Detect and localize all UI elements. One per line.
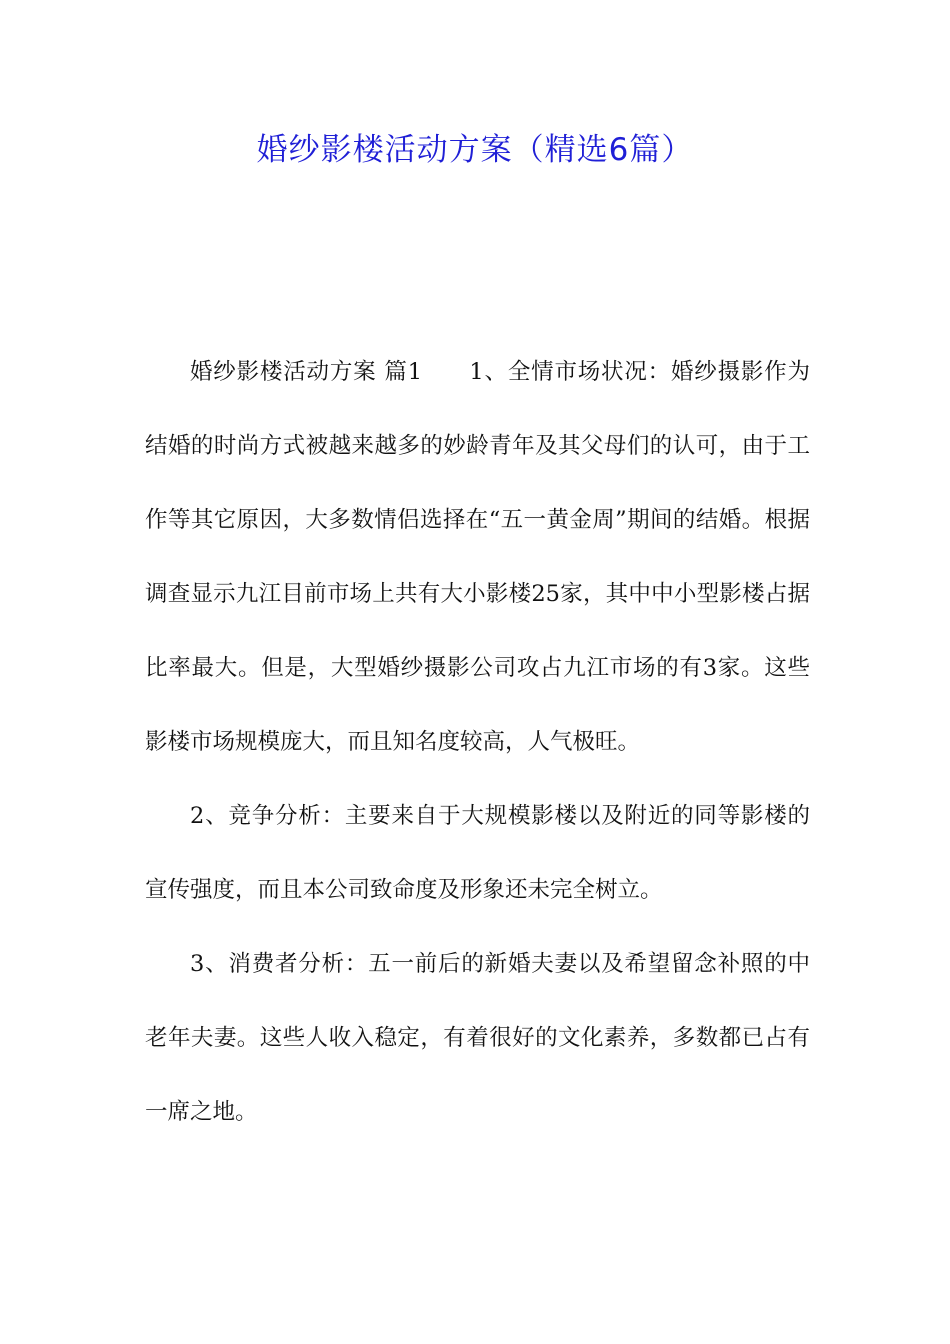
- document-body: [145, 335, 810, 1149]
- paragraph-3: 3、消费者分析：五一前后的新婚夫妻以及希望留念补照的中老年夫妻。这些人收入稳定，有着很好的文化素养，多数都已占有一席之地。: [145, 951, 810, 1125]
- paragraph-1: 婚纱影楼活动方案 篇1 1、全情市场状况：婚纱摄影作为结婚的时尚方式被越来越多的妙龄青年及其父母们的认可，由于工作等其它原因，大多数情侣选择在“五一黄金周”期间的结婚。根据调查显示九江目前市场上共有大小影楼25家，其中中小型影楼占据比率最大。但是，大型婚纱摄影公司攻占九江市场的有3家。这些影楼市场规模庞大，而且知名度较高，人气极旺。: [145, 359, 810, 755]
- document-title: 婚纱影楼活动方案（精选6篇）: [256, 132, 694, 168]
- paragraph-2: 2、竞争分析：主要来自于大规模影楼以及附近的同等影楼的宣传强度，而且本公司致命度及形象还未完全树立。: [145, 803, 810, 903]
